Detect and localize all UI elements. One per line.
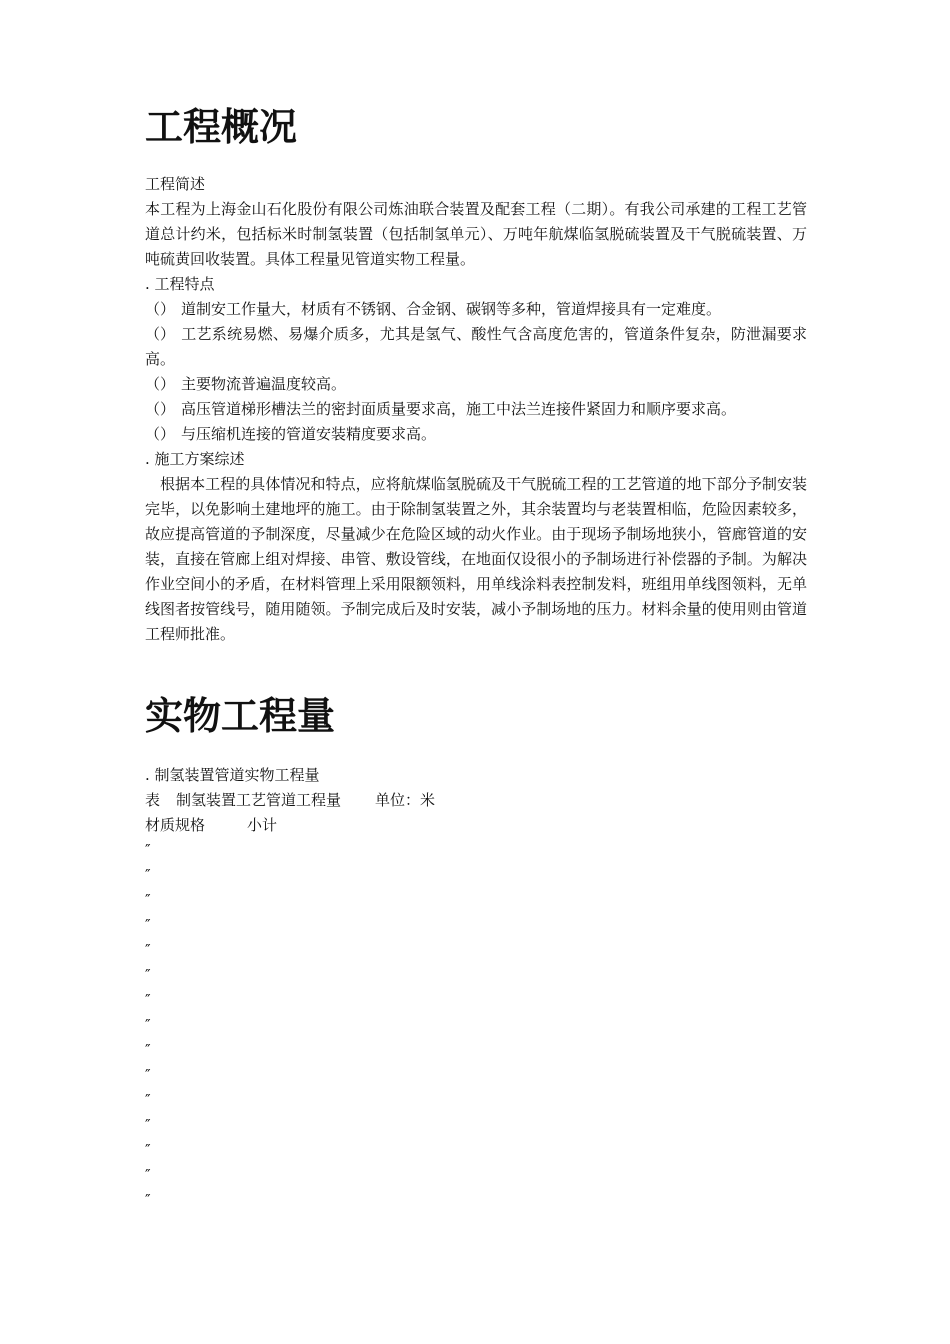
feature-item [145,372,807,397]
feature-item-text: 主要物流普遍温度较高。 [181,375,347,393]
feature-item-text: 高压管道梯形槽法兰的密封面质量要求高，施工中法兰连接件紧固力和顺序要求高。 [181,400,737,418]
feature-item [145,297,807,322]
table-row: ″ [145,916,151,934]
quantities-section [145,763,807,1213]
table-row: ″ [145,1016,151,1034]
feature-item [145,397,807,422]
features-heading: . 工程特点 [145,275,215,293]
feature-item-mark: （） [145,400,176,418]
feature-item-text: 道制安工作量大，材质有不锈钢、合金钢、碳钢等多种，管道焊接具有一定难度。 [181,300,722,318]
plan-heading: . 施工方案综述 [145,450,245,468]
table-caption [145,788,807,813]
feature-item-mark: （） [145,325,176,343]
overview-section [145,172,807,647]
feature-item [145,322,807,372]
feature-item [145,422,807,447]
quantities-subheading: . 制氢装置管道实物工程量 [145,766,320,784]
table-row: ″ [145,966,151,984]
table-header-row [145,813,807,838]
table-caption-unit: 单位：米 [375,791,436,809]
feature-item-mark: （） [145,300,176,318]
feature-item-mark: （） [145,425,176,443]
table-ditto-rows [145,838,807,1213]
table-row: ″ [145,1066,151,1084]
feature-item-mark: （） [145,375,176,393]
table-row: ″ [145,891,151,909]
overview-heading: 工程简述 [145,175,206,193]
table-row: ″ [145,866,151,884]
table-row: ″ [145,1141,151,1159]
table-row: ″ [145,1091,151,1109]
section-title-quantities: 实物工程量 [145,694,336,738]
table-row: ″ [145,1166,151,1184]
table-row: ″ [145,841,151,859]
table-header-subtotal: 小计 [247,816,278,834]
table-caption-name: 制氢装置工艺管道工程量 [176,791,342,809]
document-page [145,98,807,1213]
plan-paragraph: 根据本工程的具体情况和特点，应将航煤临氢脱硫及干气脱硫工程的工艺管道的地下部分予制安装完毕，以免影响土建地坪的施工。由于除制氢装置之外，其余装置均与老装置相临，危险因素较多，故应提高管道的予制深度，尽量减少在危险区域的动火作业。由于现场予制场地狭小，管廊管道的安装，直接在管廊上组对焊接、串管、敷设管线，在地面仅设很小的予制场进行补偿器的予制。为解决作业空间小的矛盾，在材料管理上采用限额领料，用单线涂料表控制发料，班组用单线图领料，无单线图者按管线号，随用随领。予制完成后及时安装，减小予制场地的压力。材料余量的使用则由管道工程师批准。 [145,475,807,643]
table-row: ″ [145,991,151,1009]
table-caption-prefix: 表 [145,791,161,809]
table-row: ″ [145,1116,151,1134]
features-list [145,297,807,447]
table-header-material: 材质规格 [145,816,206,834]
overview-paragraph: 本工程为上海金山石化股份有限公司炼油联合装置及配套工程（二期）。有我公司承建的工程工艺管道总计约米，包括标米时制氢装置（包括制氢单元）、万吨年航煤临氢脱硫装置及干气脱硫装置、万吨硫黄回收装置。具体工程量见管道实物工程量。 [145,200,807,268]
feature-item-text: 与压缩机连接的管道安装精度要求高。 [181,425,437,443]
feature-item-text: 工艺系统易燃、易爆介质多，尤其是氢气、酸性气含高度危害的，管道条件复杂，防泄漏要求高。 [145,325,807,368]
table-row: ″ [145,1041,151,1059]
table-row: ″ [145,1191,151,1209]
table-row: ″ [145,941,151,959]
section-title-overview: 工程概况 [145,105,298,149]
